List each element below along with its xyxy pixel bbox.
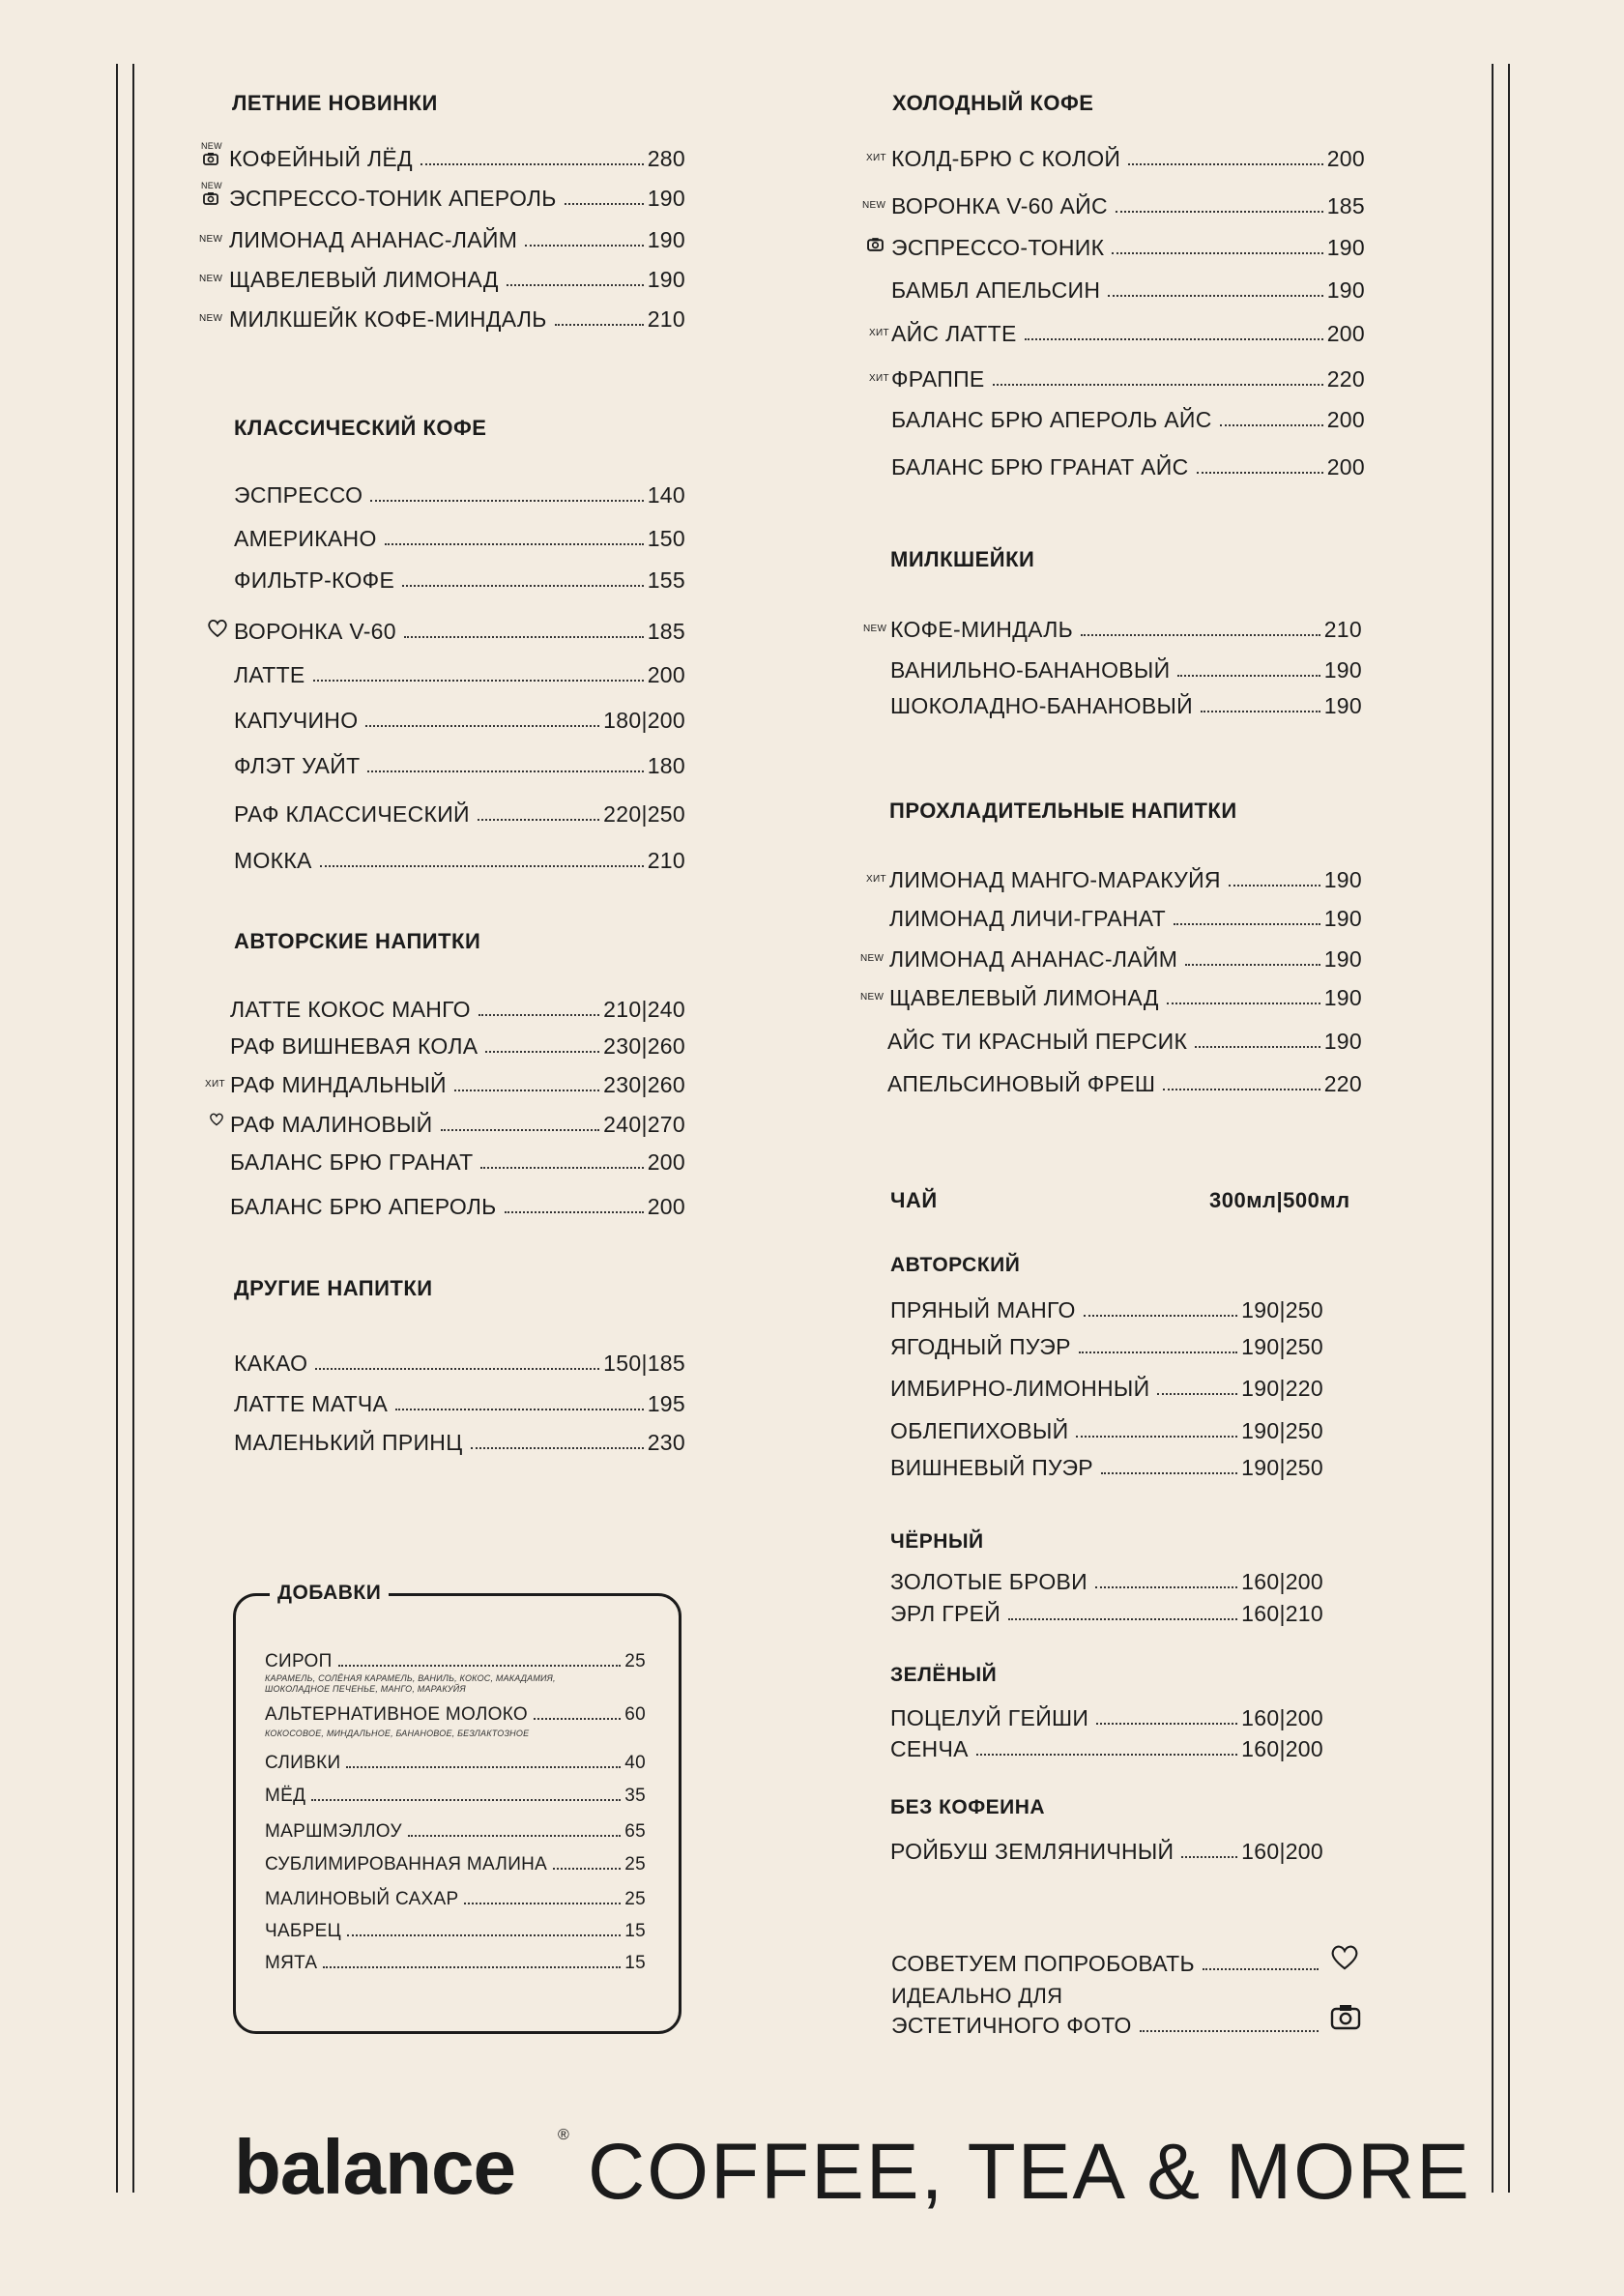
menu-item — [890, 651, 1362, 683]
menu-item — [890, 1369, 1323, 1402]
item-price: 155 — [647, 567, 685, 593]
leader-dots — [315, 1368, 599, 1370]
item-name: МИЛКШЕЙК КОФЕ-МИНДАЛЬ — [229, 306, 547, 332]
item-price: 190 — [647, 267, 685, 292]
addon-name: АЛЬТЕРНАТИВНОЕ МОЛОКО — [265, 1704, 528, 1725]
addon-item — [265, 1782, 646, 1807]
item-name: ЛАТТЕ МАТЧА — [234, 1391, 389, 1416]
heart-icon — [209, 1113, 224, 1126]
addon-price: 15 — [624, 1921, 646, 1941]
new-badge: NEW — [860, 953, 884, 964]
item-name: МАЛЕНЬКИЙ ПРИНЦ — [234, 1430, 463, 1455]
leader-dots — [1140, 2030, 1319, 2032]
legend-recommend-label: СОВЕТУЕМ ПОПРОБОВАТЬ — [891, 1951, 1195, 1976]
leader-dots — [525, 245, 644, 247]
menu-item — [230, 1065, 685, 1098]
leader-dots — [313, 680, 644, 682]
leader-dots — [1203, 1968, 1319, 1970]
menu-item — [890, 1562, 1323, 1595]
item-name: ЛАТТЕ КОКОС МАНГО — [230, 997, 471, 1022]
tea-group-title: БЕЗ КОФЕИНА — [890, 1796, 1046, 1818]
item-price: 160|200 — [1241, 1705, 1323, 1730]
item-name: БАЛАНС БРЮ АПЕРОЛЬ АЙС — [891, 407, 1212, 432]
menu-item — [890, 686, 1362, 719]
new-badge: NEW — [199, 313, 223, 324]
section-title-cold: ХОЛОДНЫЙ КОФЕ — [892, 91, 1094, 115]
item-price: 280 — [647, 146, 685, 171]
leader-dots — [346, 1766, 621, 1768]
menu-item — [891, 187, 1365, 219]
menu-item — [234, 519, 685, 552]
item-name: ЭСПРЕССО-ТОНИК — [891, 235, 1105, 260]
leader-dots — [402, 585, 644, 587]
item-name: РОЙБУШ ЗЕМЛЯНИЧНЫЙ — [890, 1839, 1174, 1864]
camera-icon — [1330, 2003, 1361, 2030]
leader-dots — [367, 770, 643, 772]
menu-item — [890, 1327, 1323, 1360]
menu-item — [890, 1291, 1323, 1323]
item-name: АПЕЛЬСИНОВЫЙ ФРЕШ — [887, 1071, 1156, 1096]
item-name: КАПУЧИНО — [234, 708, 359, 733]
legend-recommend — [891, 1944, 1322, 1977]
menu-item — [890, 610, 1362, 643]
item-name: КОФЕ-МИНДАЛЬ — [890, 617, 1074, 642]
menu-item — [234, 655, 685, 688]
heart-icon — [207, 619, 228, 638]
section-title-author: АВТОРСКИЕ НАПИТКИ — [234, 929, 481, 953]
leader-dots — [534, 1718, 621, 1720]
item-price: 200 — [647, 1194, 685, 1219]
leader-dots — [1081, 634, 1320, 636]
section-title-other: ДРУГИЕ НАПИТКИ — [234, 1276, 433, 1300]
legend-photo — [891, 2006, 1322, 2039]
leader-dots — [1195, 1046, 1320, 1048]
item-price: 200 — [647, 662, 685, 687]
leader-dots — [1076, 1436, 1237, 1438]
item-name: ВОРОНКА V-60 АЙС — [891, 193, 1108, 218]
addon-options: ШОКОЛАДНОЕ ПЕЧЕНЬЕ, МАНГО, МАРАКУЙЯ — [265, 1684, 466, 1694]
leader-dots — [404, 636, 644, 638]
item-price: 210|240 — [603, 997, 685, 1022]
hit-badge: ХИТ — [205, 1079, 225, 1090]
addon-item — [265, 1949, 646, 1974]
hit-badge: ХИТ — [866, 874, 886, 885]
leader-dots — [454, 1090, 599, 1091]
item-price: 200 — [1326, 454, 1365, 480]
item-price: 180 — [647, 753, 685, 778]
item-name: ЛАТТЕ — [234, 662, 305, 687]
addon-price: 15 — [624, 1953, 646, 1973]
addon-options: КАРАМЕЛЬ, СОЛЁНАЯ КАРАМЕЛЬ, ВАНИЛЬ, КОКОС, МАКАДАМИЯ, — [265, 1673, 556, 1683]
item-name: ФЛЭТ УАЙТ — [234, 753, 361, 778]
leader-dots — [976, 1754, 1237, 1756]
menu-item — [234, 561, 685, 594]
item-price: 200 — [647, 1149, 685, 1175]
menu-item — [234, 1423, 685, 1456]
tea-sizes: 300мл|500мл — [1209, 1188, 1350, 1212]
registered-mark-icon: ® — [558, 2127, 569, 2143]
addon-price: 40 — [624, 1753, 646, 1773]
section-title-summer: ЛЕТНИЕ НОВИНКИ — [232, 91, 438, 115]
menu-item — [889, 978, 1362, 1011]
item-price: 185 — [1326, 193, 1365, 218]
item-name: ЭСПРЕССО — [234, 482, 363, 508]
menu-item — [229, 139, 685, 172]
item-price: 160|200 — [1241, 1569, 1323, 1594]
leader-dots — [1025, 338, 1323, 340]
item-name: ВОРОНКА V-60 — [234, 619, 396, 644]
menu-item — [234, 841, 685, 874]
leader-dots — [1185, 964, 1320, 966]
leader-dots — [1220, 424, 1323, 426]
item-price: 240|270 — [603, 1112, 685, 1137]
item-price: 220|250 — [603, 801, 685, 827]
leader-dots — [385, 543, 644, 545]
item-price: 190 — [1323, 906, 1362, 931]
item-name: ФРАППЕ — [891, 366, 985, 392]
item-price: 190 — [647, 227, 685, 252]
leader-dots — [1197, 472, 1323, 474]
item-price: 190|220 — [1241, 1376, 1323, 1401]
item-price: 210 — [1323, 617, 1362, 642]
leader-dots — [1008, 1618, 1237, 1620]
addon-name: МЁД — [265, 1786, 306, 1806]
leader-dots — [478, 819, 599, 821]
item-price: 190 — [647, 186, 685, 211]
item-price: 150|185 — [603, 1351, 685, 1376]
item-price: 210 — [647, 306, 685, 332]
item-price: 190|250 — [1241, 1455, 1323, 1480]
section-title-tea: ЧАЙ — [890, 1188, 938, 1212]
addon-item — [265, 1647, 646, 1672]
leader-dots — [1108, 295, 1322, 297]
item-price: 190 — [1323, 867, 1362, 892]
addon-item — [265, 1700, 646, 1726]
leader-dots — [993, 384, 1323, 386]
item-name: РАФ МАЛИНОВЫЙ — [230, 1112, 433, 1137]
item-price: 190 — [1326, 235, 1365, 260]
item-name: ВИШНЕВЫЙ ПУЭР — [890, 1455, 1093, 1480]
leader-dots — [311, 1799, 621, 1801]
frame-line-right-inner — [1492, 64, 1494, 2193]
addon-price: 25 — [624, 1854, 646, 1875]
leader-dots — [1177, 675, 1320, 677]
item-name: ШОКОЛАДНО-БАНАНОВЫЙ — [890, 693, 1193, 718]
item-name: ПОЦЕЛУЙ ГЕЙШИ — [890, 1705, 1089, 1730]
leader-dots — [1079, 1351, 1237, 1353]
leader-dots — [1157, 1393, 1237, 1395]
menu-item — [230, 1143, 685, 1176]
item-name: ИМБИРНО-ЛИМОННЫЙ — [890, 1376, 1150, 1401]
tea-group-title: ЧЁРНЫЙ — [890, 1530, 984, 1553]
item-name: РАФ ВИШНЕВАЯ КОЛА — [230, 1033, 478, 1059]
leader-dots — [420, 163, 644, 165]
leader-dots — [441, 1129, 600, 1131]
leader-dots — [464, 1903, 621, 1904]
brand-logo: balance — [234, 2124, 515, 2210]
leader-dots — [478, 1014, 599, 1016]
addon-options: КОКОСОВОЕ, МИНДАЛЬНОЕ, БАНАНОВОЕ, БЕЗЛАКТОЗНОЕ — [265, 1729, 530, 1738]
new-badge: NEW — [201, 181, 222, 190]
menu-item — [229, 179, 685, 212]
item-price: 150 — [647, 526, 685, 551]
addon-item — [265, 1885, 646, 1910]
item-price: 190 — [1323, 985, 1362, 1010]
item-price: 220 — [1326, 366, 1365, 392]
item-name: КАКАО — [234, 1351, 308, 1376]
item-price: 220 — [1323, 1071, 1362, 1096]
item-name: ЩАВЕЛЕВЫЙ ЛИМОНАД — [229, 267, 499, 292]
menu-item — [891, 139, 1365, 172]
leader-dots — [471, 1447, 644, 1449]
item-name: ЛИМОНАД ЛИЧИ-ГРАНАТ — [889, 906, 1167, 931]
leader-dots — [1084, 1315, 1238, 1317]
leader-dots — [480, 1167, 643, 1169]
item-name: ЛИМОНАД МАНГО-МАРАКУЙЯ — [889, 867, 1221, 892]
menu-item — [229, 220, 685, 253]
item-name: АМЕРИКАНО — [234, 526, 377, 551]
addon-item — [265, 1749, 646, 1774]
item-price: 190 — [1323, 946, 1362, 972]
tea-group-title: АВТОРСКИЙ — [890, 1254, 1021, 1276]
item-name: РАФ МИНДАЛЬНЫЙ — [230, 1072, 447, 1097]
leader-dots — [1116, 211, 1323, 213]
item-name: СЕНЧА — [890, 1736, 969, 1761]
item-name: КОФЕЙНЫЙ ЛЁД — [229, 146, 413, 171]
leader-dots — [1174, 923, 1320, 925]
item-price: 160|200 — [1241, 1736, 1323, 1761]
menu-item — [890, 1699, 1323, 1731]
item-price: 230 — [647, 1430, 685, 1455]
hit-badge: ХИТ — [866, 153, 886, 163]
leader-dots — [338, 1665, 622, 1667]
item-name: КОЛД-БРЮ С КОЛОЙ — [891, 146, 1121, 171]
addon-price: 35 — [624, 1786, 646, 1806]
hit-badge: ХИТ — [869, 373, 889, 384]
leader-dots — [365, 725, 599, 727]
item-price: 230|260 — [603, 1072, 685, 1097]
camera-icon — [203, 191, 218, 205]
item-price: 210 — [647, 848, 685, 873]
menu-item — [234, 476, 685, 509]
addon-name: СУБЛИМИРОВАННАЯ МАЛИНА — [265, 1854, 548, 1875]
item-name: ЗОЛОТЫЕ БРОВИ — [890, 1569, 1088, 1594]
addon-name: МАРШМЭЛЛОУ — [265, 1821, 402, 1842]
addon-item — [265, 1917, 646, 1942]
menu-item — [890, 1832, 1323, 1865]
menu-item — [891, 228, 1365, 261]
menu-item — [891, 314, 1365, 347]
item-name: БАЛАНС БРЮ АПЕРОЛЬ — [230, 1194, 497, 1219]
addon-name: МЯТА — [265, 1953, 318, 1973]
menu-item — [230, 990, 685, 1023]
item-price: 190 — [1323, 1029, 1362, 1054]
leader-dots — [347, 1934, 621, 1936]
item-name: БАМБЛ АПЕЛЬСИН — [891, 277, 1101, 303]
item-price: 160|210 — [1241, 1601, 1323, 1626]
item-name: БАЛАНС БРЮ ГРАНАТ АЙС — [891, 454, 1189, 480]
menu-item — [889, 899, 1362, 932]
menu-item — [891, 360, 1365, 392]
addons-title: ДОБАВКИ — [270, 1582, 389, 1605]
menu-item — [230, 1027, 685, 1060]
leader-dots — [320, 865, 644, 867]
menu-item — [889, 860, 1362, 893]
addon-name: ЧАБРЕЦ — [265, 1921, 342, 1941]
menu-item — [891, 271, 1365, 304]
menu-item — [891, 448, 1365, 480]
item-name: ЩАВЕЛЕВЫЙ ЛИМОНАД — [889, 985, 1159, 1010]
addon-name: МАЛИНОВЫЙ САХАР — [265, 1889, 459, 1909]
menu-item — [229, 300, 685, 333]
menu-item — [234, 795, 685, 828]
item-name: БАЛАНС БРЮ ГРАНАТ — [230, 1149, 474, 1175]
item-price: 200 — [1326, 146, 1365, 171]
menu-item — [234, 1384, 685, 1417]
menu-item — [887, 1022, 1362, 1055]
item-name: ЯГОДНЫЙ ПУЭР — [890, 1334, 1071, 1359]
menu-item — [234, 701, 685, 734]
camera-icon — [203, 152, 218, 165]
menu-item — [229, 260, 685, 293]
tea-group-title: ЗЕЛЁНЫЙ — [890, 1664, 998, 1686]
leader-dots — [1096, 1723, 1237, 1725]
addon-name: СЛИВКИ — [265, 1753, 341, 1773]
camera-icon — [867, 237, 884, 251]
leader-dots — [1112, 252, 1322, 254]
menu-item — [887, 1064, 1362, 1097]
menu-item — [234, 612, 685, 645]
new-badge: NEW — [199, 234, 223, 245]
item-price: 190|250 — [1241, 1297, 1323, 1322]
item-price: 190 — [1326, 277, 1365, 303]
new-badge: NEW — [201, 141, 222, 151]
item-name: ЭРЛ ГРЕЙ — [890, 1601, 1001, 1626]
addon-price: 25 — [624, 1889, 646, 1909]
item-name: МОККА — [234, 848, 312, 873]
item-price: 190|250 — [1241, 1418, 1323, 1443]
section-title-classic: КЛАССИЧЕСКИЙ КОФЕ — [234, 416, 487, 440]
item-price: 180|200 — [603, 708, 685, 733]
menu-item — [234, 1344, 685, 1377]
item-price: 190 — [1323, 657, 1362, 683]
item-price: 200 — [1326, 407, 1365, 432]
item-price: 190|250 — [1241, 1334, 1323, 1359]
heart-icon — [1328, 1944, 1361, 1971]
frame-line-right-outer — [1508, 64, 1510, 2193]
item-price: 230|260 — [603, 1033, 685, 1059]
menu-item — [891, 400, 1365, 433]
leader-dots — [505, 1211, 644, 1213]
menu-item — [890, 1594, 1323, 1627]
item-name: ФИЛЬТР-КОФЕ — [234, 567, 395, 593]
frame-line-left-outer — [116, 64, 118, 2193]
leader-dots — [323, 1966, 621, 1968]
hit-badge: ХИТ — [869, 328, 889, 338]
section-title-refresh: ПРОХЛАДИТЕЛЬНЫЕ НАПИТКИ — [889, 799, 1237, 823]
new-badge: NEW — [863, 624, 887, 634]
leader-dots — [507, 284, 644, 286]
menu-item — [890, 1729, 1323, 1762]
new-badge: NEW — [860, 992, 884, 1003]
addon-price: 65 — [624, 1821, 646, 1842]
new-badge: NEW — [862, 200, 886, 211]
item-price: 185 — [647, 619, 685, 644]
item-name: ВАНИЛЬНО-БАНАНОВЫЙ — [890, 657, 1171, 683]
menu-item — [230, 1105, 685, 1138]
leader-dots — [555, 324, 644, 326]
legend-photo-line1: ИДЕАЛЬНО ДЛЯ — [891, 1984, 1063, 2008]
item-name: ЛИМОНАД АНАНАС-ЛАЙМ — [889, 946, 1178, 972]
leader-dots — [1181, 1856, 1237, 1858]
item-name: АЙС ЛАТТЕ — [891, 321, 1017, 346]
addon-price: 60 — [624, 1704, 646, 1725]
leader-dots — [1167, 1003, 1320, 1004]
addon-item — [265, 1817, 646, 1843]
leader-dots — [408, 1835, 621, 1837]
item-price: 140 — [647, 482, 685, 508]
menu-item — [230, 1187, 685, 1220]
item-name: ЭСПРЕССО-ТОНИК АПЕРОЛЬ — [229, 186, 557, 211]
item-price: 195 — [647, 1391, 685, 1416]
item-name: ЛИМОНАД АНАНАС-ЛАЙМ — [229, 227, 518, 252]
item-price: 160|200 — [1241, 1839, 1323, 1864]
section-title-shakes: МИЛКШЕЙКИ — [890, 547, 1035, 571]
legend-photo-label: ЭСТЕТИЧНОГО ФОТО — [891, 2013, 1132, 2038]
leader-dots — [565, 203, 644, 205]
leader-dots — [1101, 1472, 1237, 1474]
new-badge: NEW — [199, 274, 223, 284]
item-price: 190 — [1323, 693, 1362, 718]
menu-item — [890, 1411, 1323, 1444]
menu-item — [234, 746, 685, 779]
item-name: ПРЯНЫЙ МАНГО — [890, 1297, 1076, 1322]
menu-item — [890, 1448, 1323, 1481]
leader-dots — [1163, 1089, 1320, 1090]
leader-dots — [395, 1409, 644, 1410]
item-price: 200 — [1326, 321, 1365, 346]
leader-dots — [485, 1051, 599, 1053]
leader-dots — [1201, 711, 1320, 712]
item-name: РАФ КЛАССИЧЕСКИЙ — [234, 801, 470, 827]
addon-price: 25 — [624, 1651, 646, 1671]
leader-dots — [553, 1868, 621, 1870]
frame-line-left-inner — [132, 64, 134, 2193]
leader-dots — [1128, 163, 1322, 165]
leader-dots — [1229, 885, 1320, 886]
item-name: АЙС ТИ КРАСНЫЙ ПЕРСИК — [887, 1029, 1188, 1054]
item-name: ОБЛЕПИХОВЫЙ — [890, 1418, 1069, 1443]
addon-item — [265, 1850, 646, 1875]
brand-tagline: COFFEE, TEA & MORE — [588, 2128, 1471, 2216]
leader-dots — [1095, 1586, 1237, 1588]
addon-name: СИРОП — [265, 1651, 333, 1671]
menu-item — [889, 940, 1362, 973]
leader-dots — [370, 500, 643, 502]
